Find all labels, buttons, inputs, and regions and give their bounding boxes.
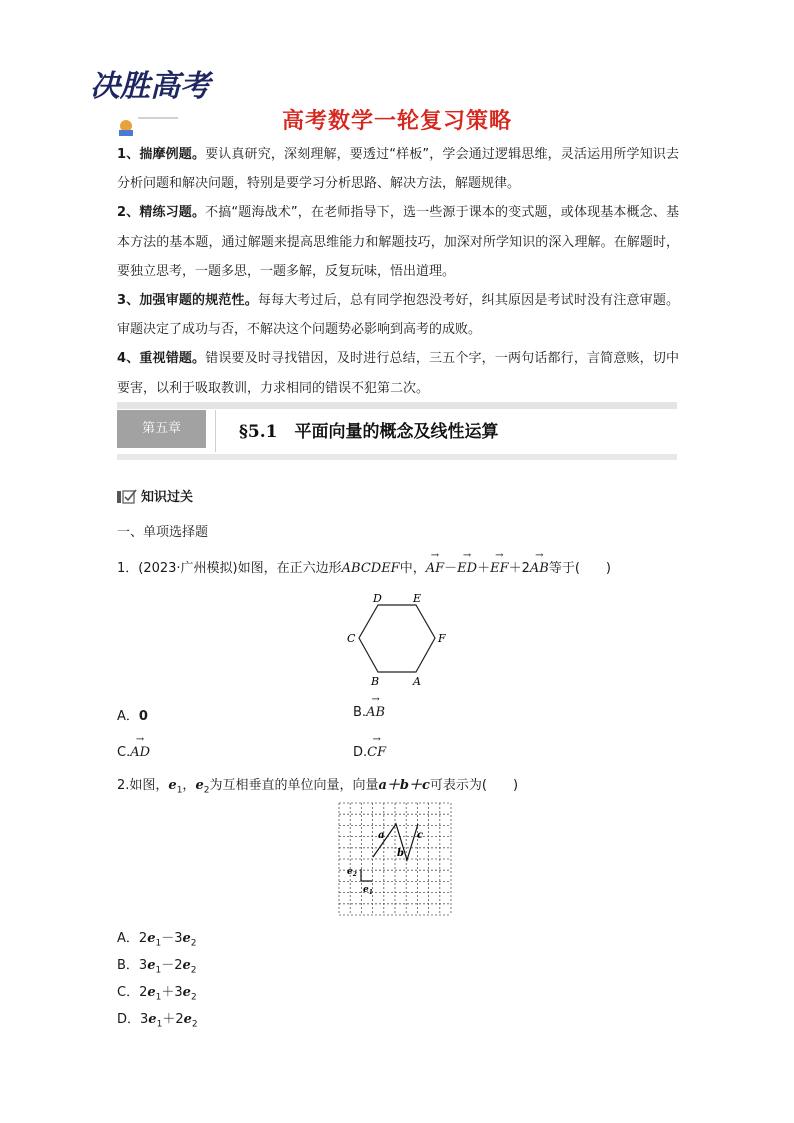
label-b: B [371, 675, 380, 688]
sub: 2 [190, 992, 197, 1003]
option-letter: B． [117, 958, 139, 973]
tip-3 [117, 286, 679, 344]
q2-prefix: 2.如图， [117, 778, 169, 793]
tip-body: 每每大考过后，总有同学抱怨没考好，纠其原因是考试时没有注意审题。审题决定了成功与否，不解决这个问题势必影响到高考的成败。 [117, 293, 679, 338]
q2-option-a[interactable] [117, 927, 197, 949]
option-value: → CF [367, 745, 386, 760]
section-heading: §5.1 平面向量的概念及线性运算 [239, 422, 499, 442]
op: － [161, 931, 175, 946]
sub: 1 [176, 785, 183, 796]
option-letter: D． [117, 1012, 141, 1027]
q2-option-d[interactable] [117, 1008, 198, 1030]
hexagon-figure [340, 590, 460, 690]
vector-ab: → AB [530, 561, 549, 576]
e-letter: e [363, 885, 369, 895]
option-value: 0 [138, 709, 148, 724]
knowledge-label: 知识过关 [141, 490, 194, 505]
option-letter: A． [117, 931, 139, 946]
label-c: C [347, 632, 356, 645]
sub: 2 [190, 938, 197, 949]
option-letter: A． [117, 709, 139, 724]
coef: 2 [174, 958, 183, 973]
sub: 2 [191, 1019, 198, 1030]
tip-heading: 4、重视错题。 [117, 351, 206, 367]
option-letter: C． [117, 985, 140, 1000]
label-e2 [347, 867, 357, 878]
label-e: E [413, 592, 422, 605]
vector-sum: a＋b＋c [378, 778, 430, 793]
sub: 1 [156, 1019, 163, 1030]
sep: ， [182, 778, 196, 793]
checkbox-icon [117, 489, 137, 504]
coef: 2 [175, 1012, 184, 1027]
tip-4 [117, 344, 679, 402]
coef: 2 [139, 985, 148, 1000]
label-f: F [438, 632, 446, 645]
page-title: 高考数学一轮复习策略 [281, 109, 512, 134]
q1-option-c[interactable] [117, 745, 150, 760]
op: － [161, 958, 175, 973]
e: e [183, 1012, 192, 1027]
op: ＋ [477, 561, 491, 576]
question-1 [117, 557, 611, 576]
q1-option-b[interactable] [353, 705, 385, 720]
option-value: → AD [130, 745, 150, 760]
unit-e2: e [195, 778, 204, 793]
op: － [444, 561, 458, 576]
chapter-bottom-rule [117, 454, 677, 460]
q1-option-d[interactable] [353, 745, 386, 760]
chapter-tab: 第五章 [117, 410, 206, 448]
label-d: D [373, 592, 382, 605]
option-letter: C. [117, 745, 131, 760]
tip-body: 要认真研究，深刻理解，要透过“样板”，学会通过逻辑思维，灵活运用所学知识去分析问题和解决问题，特别是要学习分析思路、解决方法，解题规律。 [117, 147, 679, 192]
q1-mid: 中， [399, 561, 426, 576]
tip-body: 错误要及时寻找错因，及时进行总结，三五个字，一两句话都行，言简意赅，切中要害，以利于吸取教训，力求相同的错误不犯第二次。 [117, 351, 679, 396]
label-a: A [413, 675, 421, 688]
q2-mid: 为互相垂直的单位向量，向量 [209, 778, 379, 793]
label-e1 [363, 885, 373, 896]
tip-heading: 2、精练习题。 [117, 205, 206, 221]
e: e [147, 958, 156, 973]
unit-e1: e [168, 778, 177, 793]
tip-2 [117, 198, 679, 286]
e-sub: 1 [368, 889, 373, 896]
sub: 2 [190, 965, 197, 976]
chapter-divider [215, 410, 216, 452]
label-b: b [397, 848, 404, 859]
option-value: → AB [366, 705, 385, 720]
chapter-top-rule [117, 402, 677, 409]
e: e [182, 958, 191, 973]
e: e [147, 931, 156, 946]
option-letter: B. [353, 705, 367, 720]
tip-body: 不搞“题海战术”，在老师指导下，选一些源于课本的变式题，或体现基本概念、基本方法的基本题，通过解题来提高思维能力和解题技巧，加深对所学知识的深入理解。在解题时，要独立思考，一题多思，一题多解，反复玩味，悟出道理。 [117, 205, 679, 279]
study-tips [117, 140, 679, 403]
q1-suffix: 等于( ) [548, 561, 611, 576]
sub: 1 [155, 992, 162, 1003]
sub: 1 [155, 938, 162, 949]
logo-text: 决胜高考 [90, 69, 210, 104]
section-label: 一、单项选择题 [117, 525, 209, 540]
coef: 3 [140, 1012, 149, 1027]
hexagon-shape [359, 605, 435, 672]
option-letter: D. [353, 745, 368, 760]
knowledge-heading [117, 486, 193, 505]
op: ＋2 [508, 561, 530, 576]
e: e [148, 1012, 157, 1027]
sub: 2 [203, 785, 210, 796]
question-2 [117, 774, 518, 796]
coef: 2 [138, 931, 148, 946]
sub: 1 [155, 965, 162, 976]
label-a: a [378, 830, 385, 841]
q2-option-c[interactable] [117, 981, 197, 1003]
vector-af: → AF [426, 561, 444, 576]
label-c: c [417, 830, 424, 841]
e: e [147, 985, 156, 1000]
vector-ed: → ED [457, 561, 477, 576]
coef: 3 [138, 958, 148, 973]
e: e [182, 931, 191, 946]
vector-ef: → EF [490, 561, 509, 576]
tip-1 [117, 140, 679, 198]
e-sub: 2 [352, 871, 357, 878]
grid-figure [338, 802, 454, 916]
tip-heading: 1、揣摩例题。 [117, 147, 206, 162]
coef: 3 [174, 931, 183, 946]
e: e [182, 985, 191, 1000]
dashed-grid [339, 803, 451, 915]
q2-suffix: 可表示为( ) [429, 778, 519, 793]
q2-option-b[interactable] [117, 954, 197, 976]
op: ＋ [161, 985, 175, 1000]
coef: 3 [174, 985, 183, 1000]
q1-shape-name: ABCDEF [341, 561, 400, 576]
q1-option-a[interactable] [117, 705, 148, 724]
chapter-header [117, 402, 677, 460]
op: ＋ [162, 1012, 176, 1027]
q1-prefix: 1．(2023·广州模拟)如图，在正六边形 [117, 561, 342, 576]
tip-heading: 3、加强审题的规范性。 [117, 293, 258, 309]
e-letter: e [347, 867, 353, 877]
